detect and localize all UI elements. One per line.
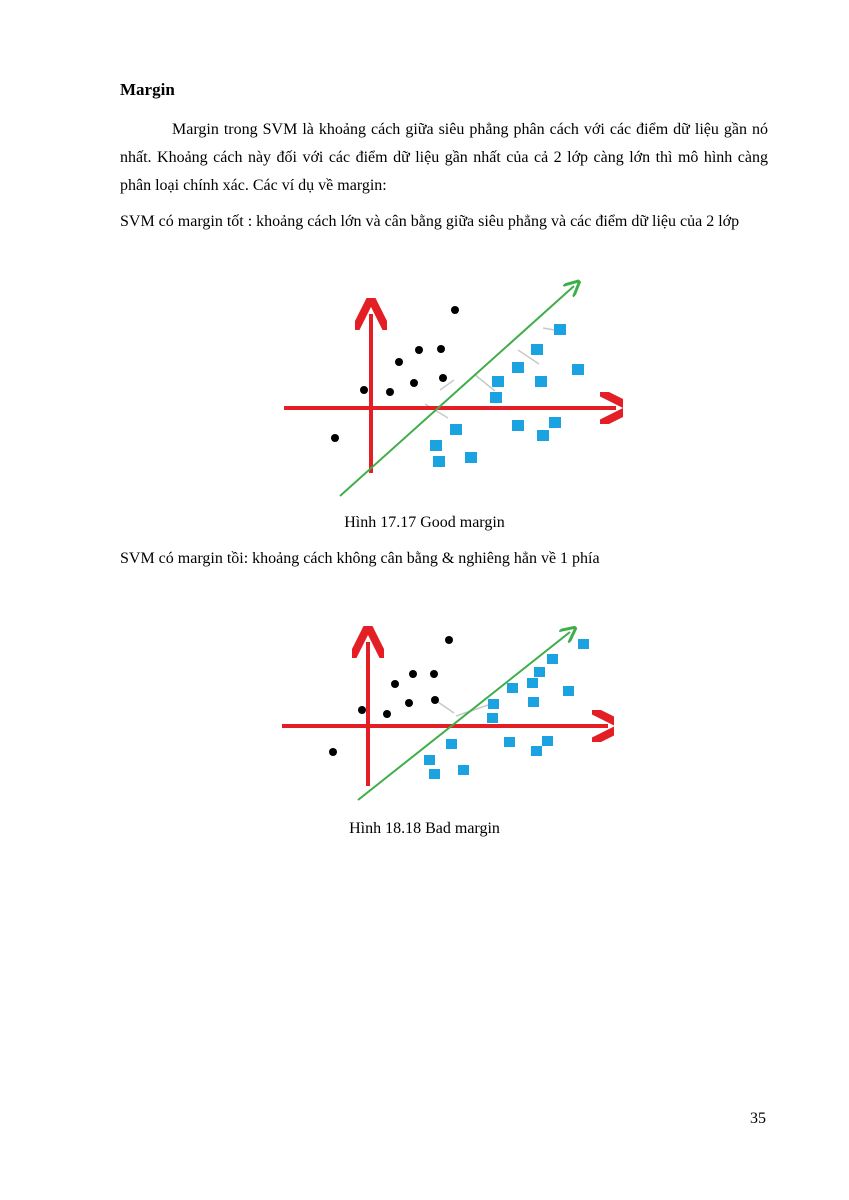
intro-paragraph: Margin trong SVM là khoảng cách giữa siêu phẳng phân cách với các điểm dữ liệu gần nó nhất. Khoảng cách này đối với các điểm dữ liệu gần nhất của cả 2 lớp càng lớn thì mô hình càng phân loại chính xác. Các ví dụ về margin: — [120, 121, 768, 194]
bad-margin-paragraph: SVM có margin tồi: khoảng cách không cân bằng & nghiêng hẳn về 1 phía — [120, 550, 600, 567]
class-a-points — [329, 636, 453, 756]
margin-lines — [425, 328, 560, 418]
figure-caption-good-margin: Hình 17.17 Good margin — [344, 514, 505, 531]
figure-caption-bad-margin: Hình 18.18 Bad margin — [349, 820, 500, 837]
class-a-points — [331, 306, 459, 442]
section-heading: Margin — [120, 80, 175, 99]
good-margin-figure — [278, 278, 623, 500]
page-number: 35 — [750, 1110, 766, 1127]
bad-margin-figure — [278, 626, 614, 806]
hyperplane-line — [340, 286, 574, 496]
good-margin-paragraph: SVM có margin tốt : khoảng cách lớn và cân bằng giữa siêu phẳng và các điểm dữ liệu của 2 lớp — [120, 213, 740, 230]
